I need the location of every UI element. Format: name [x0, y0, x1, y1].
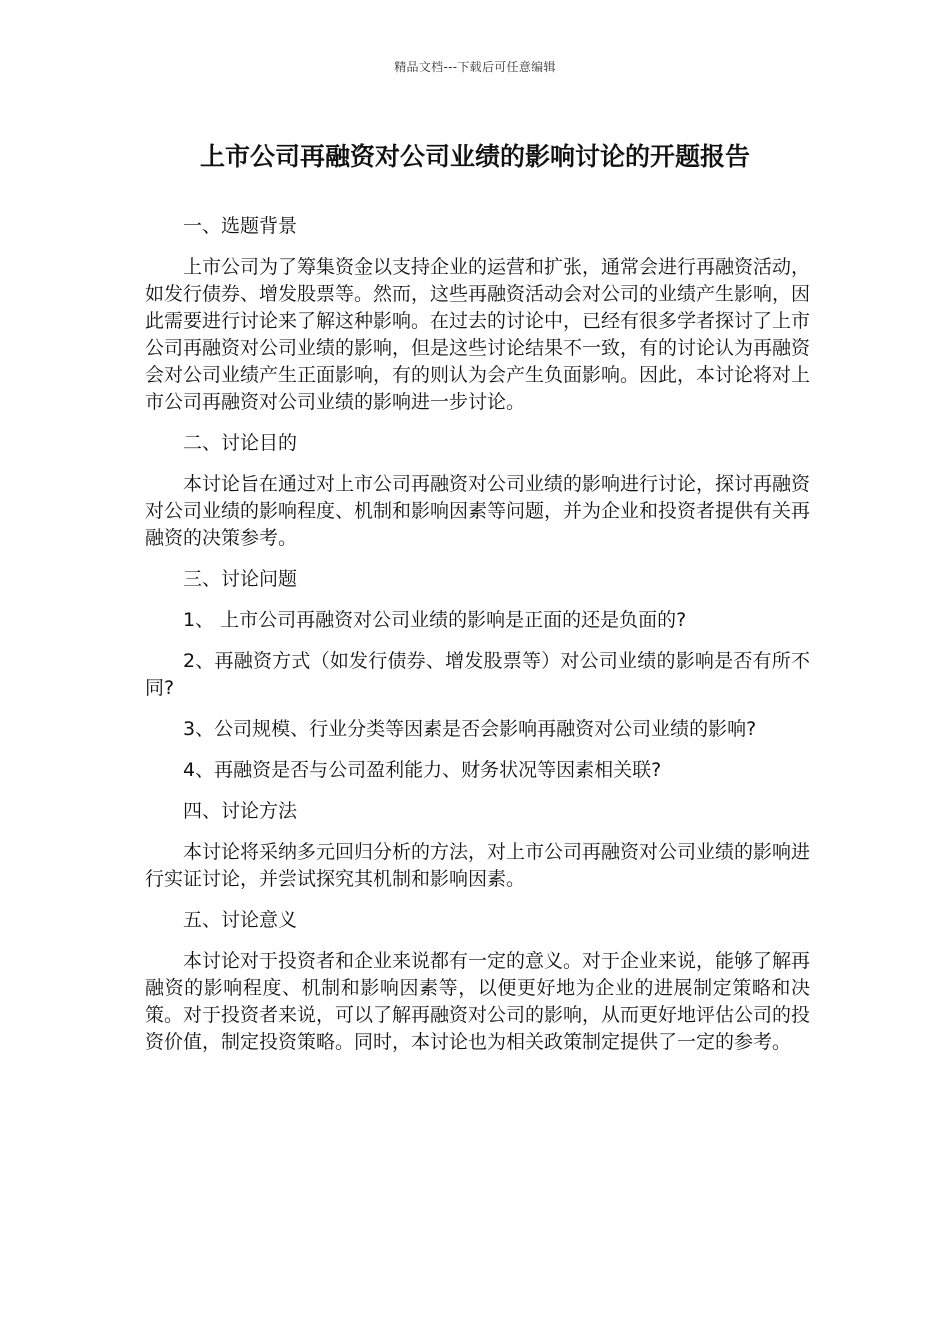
question-item-3: 3、公司规模、行业分类等因素是否会影响再融资对公司业绩的影响?: [183, 718, 757, 740]
section-paragraph-purpose: 本讨论旨在通过对上市公司再融资对公司业绩的影响进行讨论，探讨再融资对公司业绩的影响程度、机制和影响因素等问题，并为企业和投资者提供有关再融资的决策参考。: [145, 473, 811, 549]
section-paragraph-method: 本讨论将采纳多元回归分析的方法，对上市公司再融资对公司业绩的影响进行实证讨论，并尝试探究其机制和影响因素。: [145, 841, 811, 890]
question-item-2: 2、再融资方式（如发行债券、增发股票等）对公司业绩的影响是否有所不同?: [145, 650, 810, 699]
section-paragraph-significance: 本讨论对于投资者和企业来说都有一定的意义。对于企业来说，能够了解再融资的影响程度、机制和影响因素等，以便更好地为企业的进展制定策略和决策。对于投资者来说，可以了解再融资对公司的影响，从而更好地评估公司的投资价值，制定投资策略。同时，本讨论也为相关政策制定提供了一定的参考。: [145, 950, 811, 1053]
question-item-4: 4、再融资是否与公司盈利能力、财务状况等因素相关联?: [183, 759, 662, 781]
section-paragraph-background: 上市公司为了筹集资金以支持企业的运营和扩张，通常会进行再融资活动，如发行债券、增发股票等。然而，这些再融资活动会对公司的业绩产生影响，因此需要进行讨论来了解这种影响。在过去的讨论中，已经有很多学者探讨了上市公司再融资对公司业绩的影响，但是这些讨论结果不一致，有的讨论认为再融资会对公司业绩产生正面影响，有的则认为会产生负面影响。因此，本讨论将对上市公司再融资对公司业绩的影响进一步讨论。: [145, 256, 811, 413]
document-body: [145, 213, 810, 1070]
header-note: 精品文档---下载后可任意编辑: [394, 60, 556, 74]
document-title: 上市公司再融资对公司业绩的影响讨论的开题报告: [199, 142, 750, 171]
section-heading-questions: 三、讨论问题: [183, 568, 298, 590]
section-heading-background: 一、选题背景: [183, 215, 298, 237]
question-item-1: 1、 上市公司再融资对公司业绩的影响是正面的还是负面的?: [183, 609, 687, 631]
section-heading-method: 四、讨论方法: [183, 800, 298, 822]
section-heading-significance: 五、讨论意义: [183, 909, 298, 931]
section-heading-purpose: 二、讨论目的: [183, 432, 298, 454]
